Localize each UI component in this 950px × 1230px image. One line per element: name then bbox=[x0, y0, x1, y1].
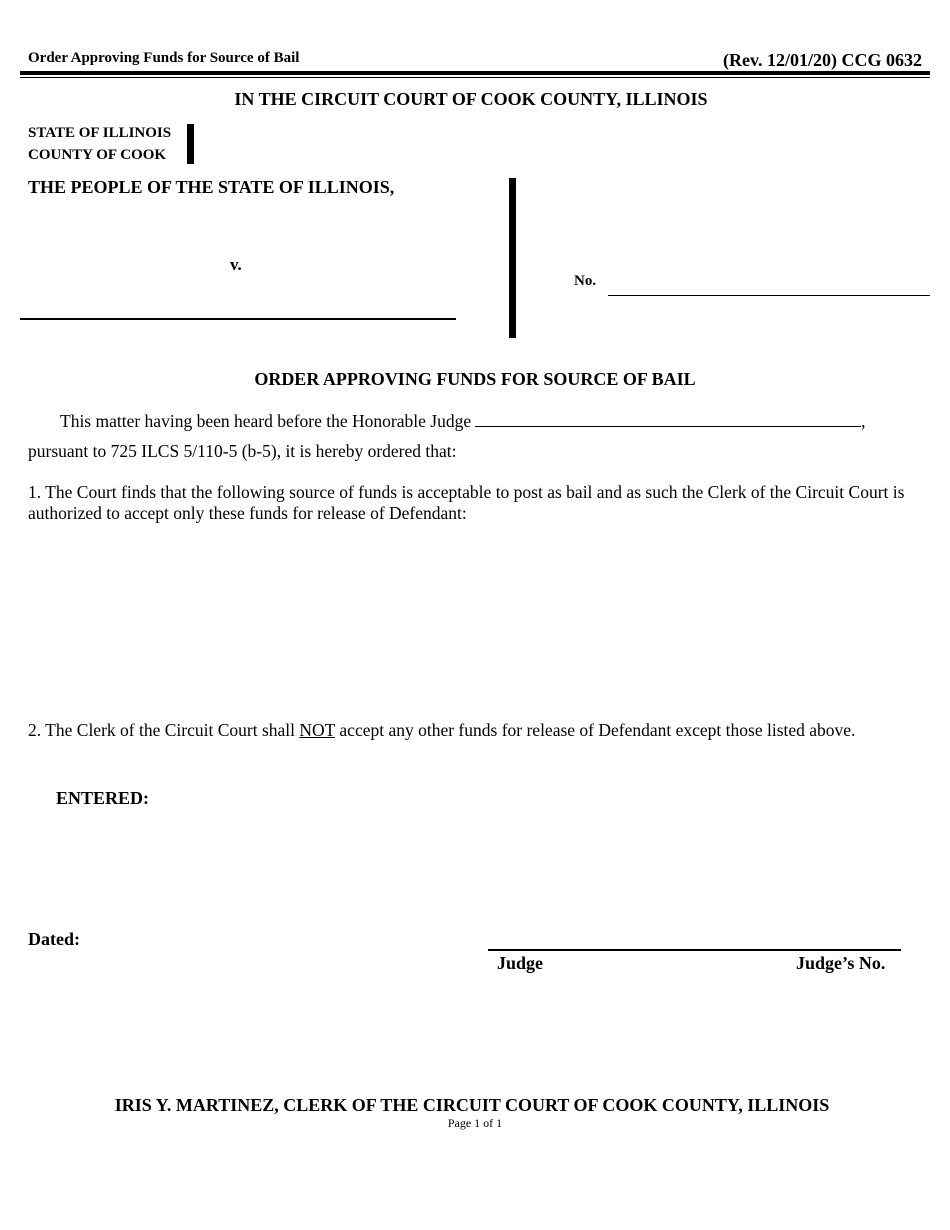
venue-county: COUNTY OF COOK bbox=[28, 147, 167, 163]
judge-number-label: Judge’s No. bbox=[796, 953, 886, 973]
form-title: Order Approving Funds for Source of Bail bbox=[28, 50, 300, 66]
venue-state: STATE OF ILLINOIS bbox=[28, 125, 172, 141]
plaintiff-name: THE PEOPLE OF THE STATE OF ILLINOIS, bbox=[28, 177, 395, 197]
page-number: Page 1 of 1 bbox=[447, 1116, 503, 1130]
judge-label: Judge bbox=[497, 953, 544, 973]
order-title: ORDER APPROVING FUNDS FOR SOURCE OF BAIL bbox=[254, 369, 696, 389]
dated-label: Dated: bbox=[28, 929, 80, 949]
header-rule-thin bbox=[20, 77, 930, 78]
clerk-footer: IRIS Y. MARTINEZ, CLERK OF THE CIRCUIT COURT OF COOK COUNTY, ILLINOIS bbox=[114, 1095, 830, 1115]
order-item-1: 1. The Court finds that the following source of funds is acceptable to post as bail and as such the Clerk of the Circuit Court is authorized to accept only these funds for release of Defendant: bbox=[28, 482, 905, 523]
versus-label: v. bbox=[230, 255, 242, 274]
judge-intro-text: This matter having been heard before the Honorable Judge bbox=[60, 411, 472, 431]
judge-trailing-comma: , bbox=[861, 411, 866, 431]
form-revision: (Rev. 12/01/20) CCG 0632 bbox=[723, 50, 922, 70]
case-number-label: No. bbox=[574, 273, 597, 289]
order-item-2 bbox=[28, 720, 855, 741]
defendant-name-field[interactable] bbox=[20, 318, 456, 320]
header-rule-thick bbox=[20, 71, 930, 75]
court-title: IN THE CIRCUIT COURT OF COOK COUNTY, ILLINOIS bbox=[234, 89, 708, 109]
judge-signature-field[interactable] bbox=[488, 949, 901, 951]
judge-name-field[interactable] bbox=[475, 410, 861, 427]
pursuant-text: pursuant to 725 ILCS 5/110-5 (b-5), it is hereby ordered that: bbox=[28, 441, 457, 461]
caption-divider-bar bbox=[509, 178, 516, 338]
judge-paragraph bbox=[60, 410, 865, 432]
entered-label: ENTERED: bbox=[56, 788, 150, 808]
venue-block bbox=[28, 122, 171, 166]
case-number-field[interactable] bbox=[608, 295, 930, 296]
order-item-2-start: 2. The Clerk of the Circuit Court shall bbox=[28, 720, 300, 740]
order-item-2-emphasis: NOT bbox=[299, 720, 336, 740]
order-item-2-end: accept any other funds for release of Defendant except those listed above. bbox=[335, 720, 856, 740]
venue-bar bbox=[187, 124, 194, 164]
